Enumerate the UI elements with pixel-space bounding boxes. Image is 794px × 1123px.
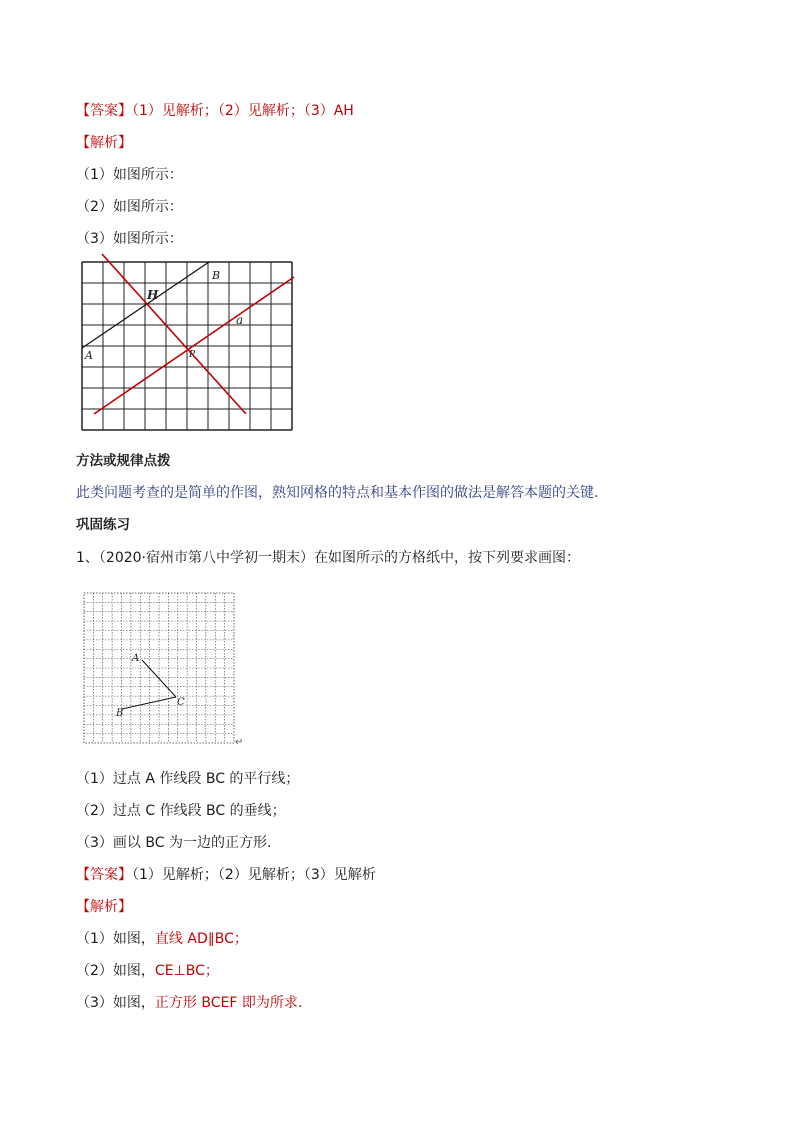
figure1-grid: [82, 262, 292, 430]
solution-step-1: [76, 929, 248, 949]
solution-step-3-body: 正方形 BCEF 即为所求.: [154, 995, 303, 1011]
label-c2: C: [177, 697, 185, 708]
answer-line-1: [76, 101, 354, 121]
analysis-step-1: （1）如图所示：: [76, 167, 183, 183]
method-text: 此类问题考查的是简单的作图，熟知网格的特点和基本作图的做法是解答本题的关键.: [76, 485, 599, 501]
label-p-point: P: [189, 350, 196, 360]
solution-step-3-prefix: （3）如图，: [76, 995, 155, 1011]
practice-title: 巩固练习: [76, 517, 130, 533]
figure2-grid-diagram: [84, 593, 244, 753]
solution-step-1-prefix: （1）如图，: [76, 931, 155, 947]
solution-step-3: [76, 993, 302, 1013]
requirement-2: （2）过点 C 作线段 BC 的垂线；: [76, 803, 286, 819]
segment-bc: [122, 697, 176, 709]
solution-step-1-body: 直线 AD∥BC；: [154, 931, 248, 947]
answer-text: （1）见解析；（2）见解析；（3）AH: [132, 103, 354, 119]
analysis-bracket-1: 【解析】: [76, 135, 132, 151]
label-h-point: H: [147, 288, 159, 302]
requirement-1: （1）过点 A 作线段 BC 的平行线；: [76, 771, 300, 787]
figure1-grid-diagram: [82, 262, 294, 432]
label-a-point: A: [85, 349, 93, 362]
solution-step-2-prefix: （2）如图，: [76, 963, 155, 979]
label-a-line: a: [236, 313, 244, 327]
label-b-point: B: [212, 269, 221, 282]
practice-question: 1、（2020·宿州市第八中学初一期末）在如图所示的方格纸中，按下列要求画图：: [76, 550, 580, 566]
label-a2: A: [132, 653, 140, 664]
solution-step-2: [76, 961, 219, 981]
answer-text-2: （1）见解析；（2）见解析；（3）见解析: [132, 867, 376, 883]
analysis-step-3: （3）如图所示：: [76, 231, 183, 247]
analysis-step-2: （2）如图所示：: [76, 199, 183, 215]
method-title: 方法或规律点拨: [76, 453, 171, 469]
answer-bracket: 【答案】: [76, 103, 132, 119]
figure2-dotted-grid: [84, 593, 234, 743]
label-b2: B: [116, 708, 124, 719]
answer-bracket-2: 【答案】: [76, 867, 132, 883]
requirement-3: （3）画以 BC 为一边的正方形.: [76, 835, 272, 851]
solution-step-2-body: CE⊥BC；: [154, 963, 219, 979]
analysis-bracket-2: 【解析】: [76, 899, 132, 915]
return-mark-icon: ↵: [235, 737, 244, 748]
answer-line-2: [76, 865, 376, 885]
